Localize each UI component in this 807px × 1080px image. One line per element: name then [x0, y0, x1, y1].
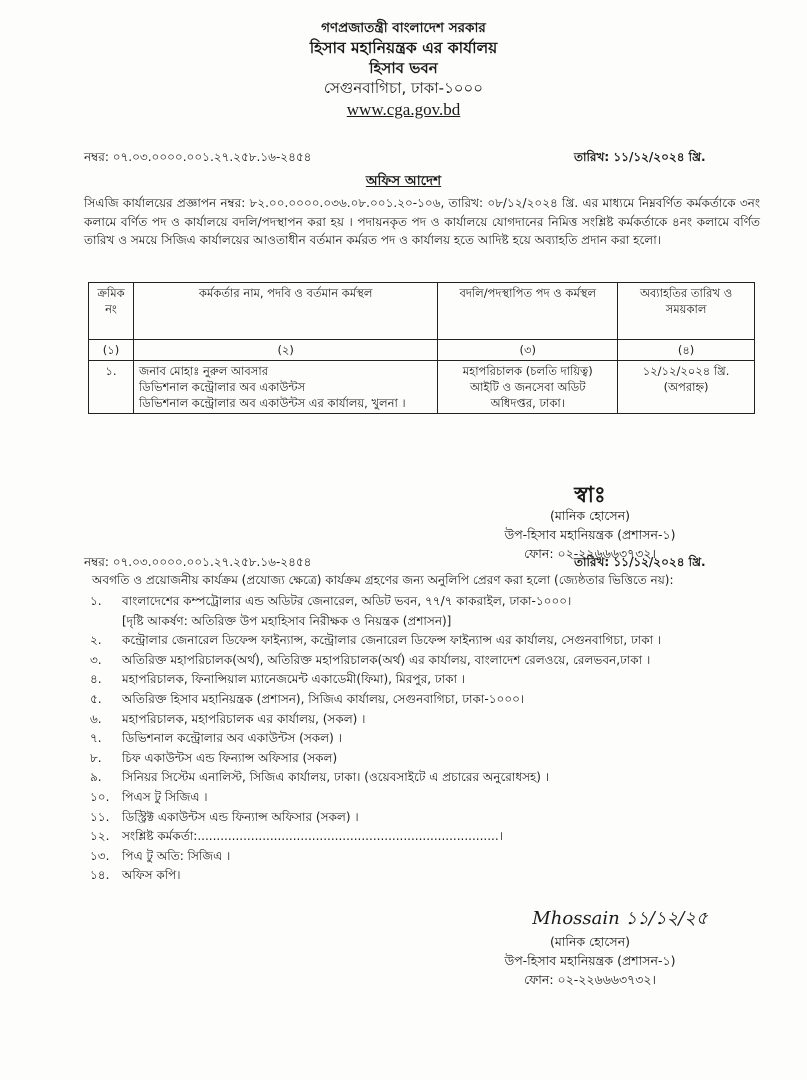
order-body-text: সিএজি কার্যালয়ের প্রজ্ঞাপন নম্বর: ৮২.০০.০০০০.০৩৬.০৮.০০১.২০-১০৬, তারিখ: ০৮/১২/২০২৪ খ্রি. এর মাধ্যমে নিম্নবর্ণিত কর্মকর্তাকে ৩নং কলামে বর্ণিত পদ ও কার্যালয়ে বদলি/পদস্থাপন করা হয় । পদায়নকৃত পদ ও কার্যালয়ে যোগদানের নিমিত্ত সংশ্লিষ্ট কর্মকর্তাকে ৪নং কলামে বর্ণিত তারিখ ও সময়ে সিজিএ কার্যালয়ের আওতাধীন বর্তমান কর্মরত পদ ও কার্যালয় হতে আদিষ্ট হয়ে অব্যাহতি প্রদান করা হলো। [84, 196, 760, 247]
header-serial: ক্রমিক নং [89, 283, 134, 340]
copy-intro: অবগতি ও প্রয়োজনীয় কার্যক্রম (প্রযোজ্য ক্ষেত্রে) কার্যক্রম গ্রহণের জন্য অনুলিপি প্রেরণ করা হলো (জ্যেষ্ঠতার ভিত্তিতে নয়): [92, 573, 674, 587]
new-office: আইটি ও জনসেবা অডিট [470, 380, 586, 394]
column-number: (২) [133, 340, 437, 361]
officer-name: জনাব মোহাঃ নুরুল আবসার [138, 364, 269, 378]
signatory-designation: উপ-হিসাব মহানিয়ন্ত্রক (প্রশাসন-১) [504, 527, 676, 542]
list-item: ৮. চিফ একাউন্টস এন্ড ফিন্যান্স অফিসার (সকল) [90, 750, 338, 765]
signature-block-2 [440, 906, 740, 989]
distribution-list [80, 592, 760, 886]
list-item: ২. কন্ট্রোলার জেনারেল ডিফেন্স ফাইন্যান্স, কন্ট্রোলার জেনারেল ডিফেন্স ফাইন্যান্স এর কার্যালয়, সেগুনবাগিচা, ঢাকা । [90, 633, 662, 648]
header-officer: কর্মকর্তার নাম, পদবি ও বর্তমান কর্মস্থল [133, 283, 437, 340]
header-release: অব্যাহতির তারিখ ও সময়কাল [618, 283, 755, 340]
list-item: ৫. অতিরিক্ত হিসাব মহানিয়ন্ত্রক (প্রশাসন), সিজিএ কার্যালয়, সেগুনবাগিচা, ঢাকা-১০০০। [90, 691, 525, 706]
copy-memo-date: তারিখ: ১১/১২/২০২৪ খ্রি. [574, 555, 706, 569]
page-title: অফিস আদেশ [365, 173, 442, 189]
list-item: ১৩. পিএ টু অতি: সিজিএ । [90, 848, 231, 863]
list-item: ৯. সিনিয়র সিস্টেম এনালিস্ট, সিজিএ কার্যালয়, ঢাকা। (ওয়েবসাইটে এ প্রচারের অনুরোধসহ) । [90, 770, 550, 785]
letterhead [0, 18, 807, 120]
release-time: (অপরাহ্ন) [663, 380, 709, 394]
list-item: ৩. অতিরিক্ত মহাপরিচালক(অর্থ), অতিরিক্ত মহাপরিচালক(অর্থ) এর কার্যালয়, বাংলাদেশ রেলওয়ে, রেলভবন,ঢাকা । [90, 652, 651, 667]
list-item: ১৪. অফিস কপি। [90, 868, 181, 883]
memo-number: নম্বর: ০৭.০৩.০০০০.০০১.২৭.২৫৮.১৬-২৪৫৪ [84, 150, 312, 164]
letterhead-government: গণপ্রজাতন্ত্রী বাংলাদেশ সরকার [321, 20, 486, 36]
list-item: ১১. ডিস্ট্রিক্ট একাউন্টস এন্ড ফিন্যান্স অফিসার (সকল) । [90, 809, 359, 824]
letterhead-office: হিসাব মহানিয়ন্ত্রক এর কার্যালয় [309, 39, 498, 57]
column-number: (১) [89, 340, 134, 361]
list-item-note: [দৃষ্টি আকর্ষণ: অতিরিক্ত উপ মহাহিসাব নিরীক্ষক ও নিয়ন্ত্রক (প্রশাসন)] [122, 613, 452, 628]
list-item: ৬. মহাপরিচালক, মহাপরিচালক এর কার্যালয়, (সকল) । [90, 711, 366, 726]
release-date: ১২/১২/২০২৪ খ্রি. [642, 364, 730, 378]
signed-mark: স্বাঃ [574, 482, 606, 508]
transfer-table [88, 282, 755, 414]
table-row [89, 361, 755, 414]
letterhead-address: সেগুনবাগিচা, ঢাকা-১০০০ [323, 79, 484, 97]
copy-memo-number: নম্বর: ০৭.০৩.০০০০.০০১.২৭.২৫৮.১৬-২৪৫৪ [84, 555, 312, 569]
letterhead-building: হিসাব ভবন [369, 59, 438, 77]
signatory-name: (মানিক হোসেন) [549, 508, 631, 523]
new-post: মহাপরিচালক (চলতি দায়িত্ব) [462, 364, 593, 378]
list-item: ১২. সংশ্লিষ্ট কর্মকর্তা:...............................................................................। [90, 829, 503, 844]
signatory-phone: ফোন: ০২-২২৬৬৬৩৭৩২। [524, 972, 656, 987]
officer-designation: ডিভিশনাল কন্ট্রোলার অব একাউন্টস [138, 380, 306, 394]
list-item: ৭. ডিভিশনাল কন্ট্রোলার অব একাউন্টস (সকল) । [90, 731, 342, 746]
new-office-location: অধিদপ্তর, ঢাকা। [490, 396, 565, 410]
officer-office: ডিভিশনাল কন্ট্রোলার অব একাউন্টস এর কার্যালয়, খুলনা । [138, 396, 406, 410]
table-header-row [89, 283, 755, 340]
list-item: ১০. পিএস টু সিজিএ । [90, 789, 208, 804]
handwritten-signature: Mhossain ১১/১২/২৫ [532, 908, 708, 929]
table-column-number-row [89, 340, 755, 361]
header-new-post: বদলি/পদস্থাপিত পদ ও কর্মস্থল [438, 283, 618, 340]
row-officer [133, 361, 437, 414]
row-new-post [438, 361, 618, 414]
signatory-phone: ফোন: ০২-২২৬৬৬৩৭৩২। [524, 546, 656, 561]
column-number: (৪) [618, 340, 755, 361]
memo-date: তারিখ: ১১/১২/২০২৪ খ্রি. [574, 150, 706, 164]
signature-block-1 [440, 484, 740, 563]
list-item: ৪. মহাপরিচালক, ফিনান্সিয়াল ম্যানেজমেন্ট একাডেমী(ফিমা), মিরপুর, ঢাকা । [90, 672, 466, 687]
row-serial: ১. [89, 361, 134, 414]
signatory-name: (মানিক হোসেন) [549, 934, 631, 949]
column-number: (৩) [438, 340, 618, 361]
signatory-designation: উপ-হিসাব মহানিয়ন্ত্রক (প্রশাসন-১) [504, 953, 676, 968]
website-link[interactable]: www.cga.gov.bd [346, 100, 461, 119]
row-release [618, 361, 755, 414]
list-item: ১. বাংলাদেশের কম্পট্রোলার এন্ড অডিটর জেনারেল, অডিট ভবন, ৭৭/৭ কাকরাইল, ঢাকা-১০০০। [90, 594, 572, 608]
